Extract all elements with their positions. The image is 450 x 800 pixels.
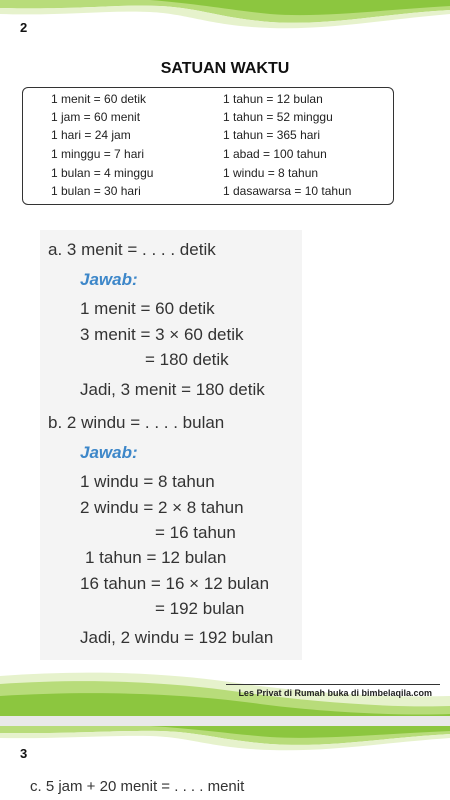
problem-b-step-2: 2 windu = 2 × 8 tahun bbox=[80, 498, 244, 517]
problem-b-step-6: = 192 bulan bbox=[155, 599, 245, 618]
unit-left-6: 1 bulan = 30 hari bbox=[51, 184, 141, 198]
unit-left-4: 1 minggu = 7 hari bbox=[51, 147, 145, 161]
problem-c-question: c. 5 jam + 20 menit = . . . . menit bbox=[30, 778, 245, 795]
problem-a-step-1: 1 menit = 60 detik bbox=[80, 299, 215, 318]
unit-right-3: 1 tahun = 365 hari bbox=[223, 128, 321, 142]
problem-b-step-5: 16 tahun = 16 × 12 bulan bbox=[80, 574, 270, 593]
unit-right-2: 1 tahun = 52 minggu bbox=[223, 110, 333, 124]
footer-text: Les Privat di Rumah buka di bimbelaqila.com bbox=[238, 688, 432, 698]
unit-right-6: 1 dasawarsa = 10 tahun bbox=[223, 184, 352, 198]
unit-right-5: 1 windu = 8 tahun bbox=[223, 166, 319, 180]
units-reference-box bbox=[22, 87, 394, 205]
bottom-wave-decoration bbox=[0, 726, 450, 756]
next-page-number: 3 bbox=[20, 746, 28, 761]
unit-left-2: 1 jam = 60 menit bbox=[51, 110, 141, 124]
problem-b-question: b. 2 windu = . . . . bulan bbox=[48, 413, 225, 432]
page-number: 2 bbox=[20, 20, 28, 35]
problem-b-jawab: Jawab: bbox=[80, 443, 138, 462]
problem-a-step-2: 3 menit = 3 × 60 detik bbox=[80, 325, 244, 344]
problem-a-conclusion: Jadi, 3 menit = 180 detik bbox=[80, 380, 265, 399]
unit-left-3: 1 hari = 24 jam bbox=[51, 128, 131, 142]
problem-b-step-3: = 16 tahun bbox=[155, 523, 236, 542]
problem-b-step-4: 1 tahun = 12 bulan bbox=[85, 548, 227, 567]
unit-left-5: 1 bulan = 4 minggu bbox=[51, 166, 154, 180]
footer-divider bbox=[226, 684, 440, 685]
unit-right-4: 1 abad = 100 tahun bbox=[223, 147, 327, 161]
unit-left-1: 1 menit = 60 detik bbox=[51, 92, 147, 106]
page-title: SATUAN WAKTU bbox=[160, 60, 290, 77]
problem-b-step-1: 1 windu = 8 tahun bbox=[80, 472, 215, 491]
problem-a-step-3: = 180 detik bbox=[145, 350, 229, 369]
problem-b-conclusion: Jadi, 2 windu = 192 bulan bbox=[80, 628, 274, 647]
unit-right-1: 1 tahun = 12 bulan bbox=[223, 92, 323, 106]
problem-a-question: a. 3 menit = . . . . detik bbox=[48, 240, 216, 259]
top-wave-decoration bbox=[0, 0, 450, 40]
problem-a-jawab: Jawab: bbox=[80, 270, 138, 289]
